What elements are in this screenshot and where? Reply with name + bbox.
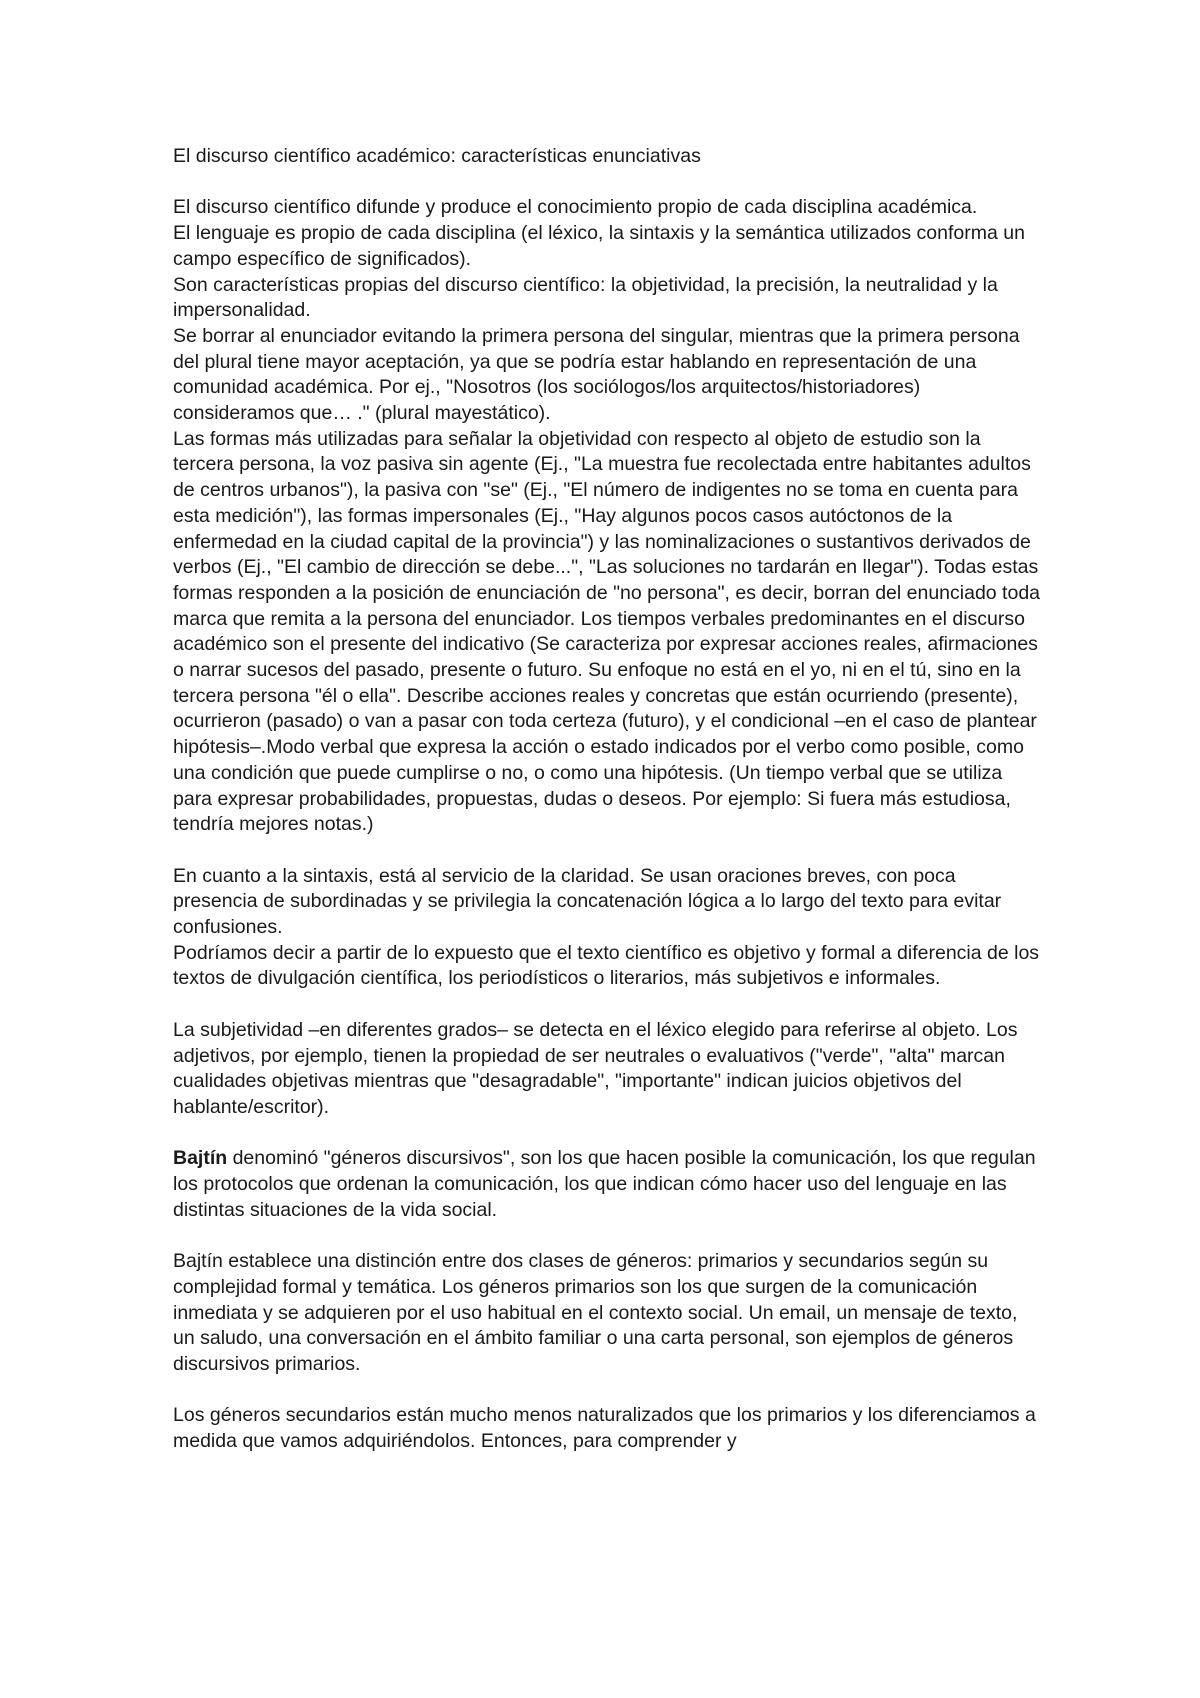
paragraph-generos-secundarios: Los géneros secundarios están mucho menos naturalizados que los primarios y los diferenciamos a medida que vamos adquiriéndolos. Entonces, para comprender y	[173, 1404, 1036, 1453]
paragraph-sintaxis: En cuanto a la sintaxis, está al servicio de la claridad. Se usan oraciones breves, con poca presencia de subordinadas y se privilegia la concatenación lógica a lo largo del texto para evitar confusiones.	[173, 864, 1002, 939]
paragraph-bajtin-generos	[173, 1146, 1043, 1223]
document-body	[173, 144, 1043, 1455]
paragraph-conclusion: Podríamos decir a partir de lo expuesto que el texto científico es objetivo y formal a diferencia de los textos de divulgación científica, los periodísticos o literarios, más subjetivos e informales.	[173, 941, 1040, 990]
bajtin-generos-text: denominó "géneros discursivos", son los que hacen posible la comunicación, los que regulan los protocolos que ordenan la comunicación, los que indican cómo hacer uso del lenguaje en las distintas situaciones de la vida social.	[173, 1147, 1036, 1221]
paragraph-subjetividad: La subjetividad –en diferentes grados– se detecta en el léxico elegido para referirse al objeto. Los adjetivos, por ejemplo, tienen la propiedad de ser neutrales o evaluativos ("verde", "alta" marcan cualidades objetivas mientras que "desagradable", "importante" indican juicios objetivos del hablante/escritor).	[173, 1018, 1018, 1118]
paragraph-lenguaje: El lenguaje es propio de cada disciplina (el léxico, la sintaxis y la semántica utilizados conforma un campo específico de significados).	[173, 222, 1025, 270]
bajtin-bold-name: Bajtín	[173, 1147, 228, 1170]
paragraph-enunciador: Se borrar al enunciador evitando la primera persona del singular, mientras que la primera persona del plural tiene mayor aceptación, ya que se podría estar hablando en representación de una comunidad académica. Por ej., "Nosotros (los sociólogos/los arquitectos/historiadores) consideramos que… ." (plural mayestático).	[173, 324, 1020, 425]
paragraph-spacer	[173, 1121, 1043, 1147]
document-title: El discurso científico académico: características enunciativas	[173, 145, 701, 167]
paragraph-spacer	[173, 838, 1043, 864]
paragraph-spacer	[173, 1378, 1043, 1404]
paragraph-generos-primarios: Bajtín establece una distinción entre dos clases de géneros: primarios y secundarios según su complejidad formal y temática. Los géneros primarios son los que surgen de la comunicación inmediata y se adquieren por el uso habitual en el contexto social. Un email, un mensaje de texto, un saludo, una conversación en el ámbito familiar o una carta personal, son ejemplos de géneros discursivos primarios.	[173, 1250, 1018, 1375]
paragraph-intro: El discurso científico difunde y produce el conocimiento propio de cada disciplina académica.	[173, 196, 978, 219]
paragraph-formas-objetividad: Las formas más utilizadas para señalar la objetividad con respecto al objeto de estudio son la tercera persona, la voz pasiva sin agente (Ej., "La muestra fue recolectada entre habitantes adultos de centros urbanos"), la pasiva con "se" (Ej., "El número de indigentes no se toma en cuenta para esta medición"), las formas impersonales (Ej., "Hay algunos pocos casos autóctonos de la enfermedad en la ciudad capital de la provincia") y las nominalizaciones o sustantivos derivados de verbos (Ej., "El cambio de dirección se debe...", "Las soluciones no tardarán en llegar"). Todas estas formas responden a la posición de enunciación de "no persona", es decir, borran del enunciado toda marca que remita a la persona del enunciador. Los tiempos verbales predominantes en el discurso académico son el presente del indicativo (Se caracteriza por expresar acciones reales, afirmaciones o narrar sucesos del pasado, presente o futuro. Su enfoque no está en el yo, ni en el tú, sino en la tercera persona "él o ella". Describe acciones reales y concretas que están ocurriendo (presente), ocurrieron (pasado) o van a pasar con toda certeza (futuro), y el condicional –en el caso de plantear hipótesis–.Modo verbal que expresa la acción o estado indicados por el verbo como posible, como una condición que puede cumplirse o no, o como una hipótesis. (Un tiempo verbal que se utiliza para expresar probabilidades, propuestas, dudas o deseos. Por ejemplo: Si fuera más estudiosa, tendría mejores notas.)	[173, 427, 1041, 836]
paragraph-spacer	[173, 1223, 1043, 1249]
paragraph-spacer	[173, 992, 1043, 1018]
paragraph-caracteristicas: Son características propias del discurso científico: la objetividad, la precisión, la neutralidad y la impersonalidad.	[173, 273, 998, 322]
